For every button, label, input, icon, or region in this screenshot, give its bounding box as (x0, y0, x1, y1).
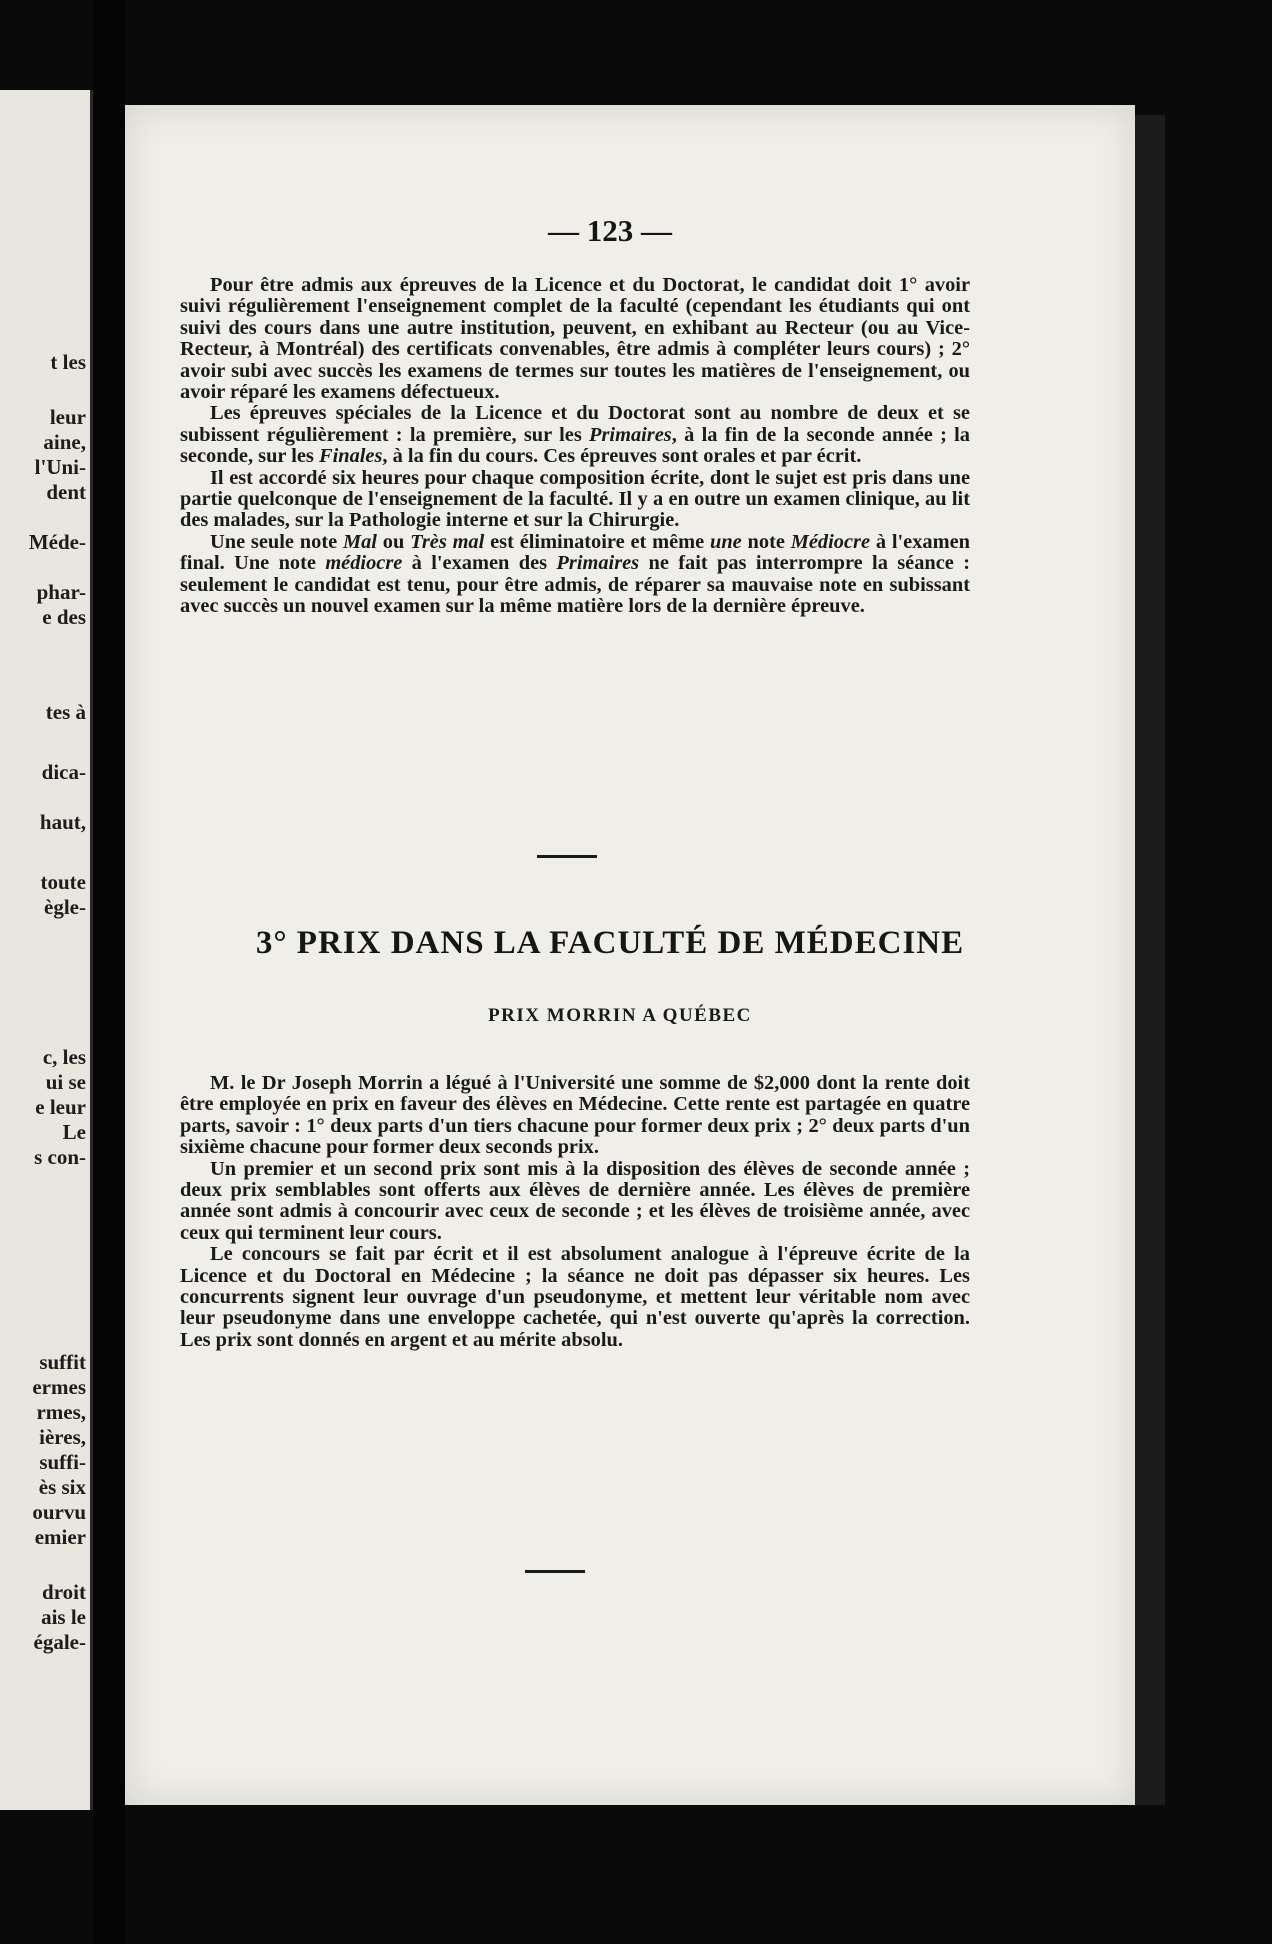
paragraph (180, 1159, 970, 1245)
italic-term: Primaires (589, 423, 672, 446)
left-page-fragment: ourvu (32, 1500, 86, 1524)
italic-term: Médiocre (790, 530, 871, 553)
left-page-fragment: s con- (34, 1145, 86, 1169)
text-run: , à la fin du cours. Ces épreuves sont orales et par écrit. (382, 445, 862, 468)
left-page-fragment: Le (62, 1120, 86, 1144)
paragraph (180, 1073, 970, 1159)
text-run: Pour être admis aux épreuves de la Licence et du Doctorat, le candidat doit 1° avoir suivi régulièrement l'enseignement complet de la faculté (cependant les étudiants qui ont suivi des cours dans une autre institution, peuvent, en exhibant au Recteur (ou au Vice-Recteur, à Montréal) des certificats convenables, être admis à compléter leurs cours) ; 2° avoir subi avec succès les examens de termes sur toutes les matières de l'enseignement, ou avoir réparé les examens défectueux. (180, 274, 970, 404)
left-page-fragment: ais le (41, 1605, 86, 1629)
italic-term: médiocre (325, 552, 403, 575)
left-page-fragment: l'Uni- (34, 455, 86, 479)
text-run: est éliminatoire et même (484, 530, 710, 553)
italic-term: une (710, 530, 742, 553)
italic-term: Primaires (556, 552, 640, 575)
left-page-fragment: e leur (35, 1095, 86, 1119)
left-page-fragment: ières, (39, 1425, 86, 1449)
paragraph (180, 275, 970, 403)
text-run: ou (376, 530, 411, 553)
body-section-exams (180, 275, 970, 618)
left-page-fragment: égale- (33, 1630, 86, 1654)
left-page-fragment: dent (46, 480, 86, 504)
text-run: Un premier et un second prix sont mis à la disposition des élèves de seconde année ; deux prix semblables sont offerts aux élèves de dernière année. Les élèves de première année sont admis à concourir avec ceux de seconde ; et les élèves de troisième année, avec ceux qui terminent leur cours. (180, 1157, 970, 1244)
left-page-fragment: dica- (41, 760, 86, 784)
left-page-fragment: rmes, (36, 1400, 86, 1424)
text-run: note (741, 530, 791, 553)
end-divider (525, 1570, 585, 1573)
left-page-fragment: droit (42, 1580, 86, 1604)
left-page-fragment: aine, (43, 430, 86, 454)
paragraph (180, 468, 970, 532)
left-page-fragment: c, les (42, 1045, 86, 1069)
left-page-fragment: suffit (39, 1350, 86, 1374)
left-page-fragment: haut, (39, 810, 86, 834)
page-edge (1135, 115, 1165, 1805)
italic-term: Finales (318, 445, 383, 468)
paragraph (180, 403, 970, 467)
paragraph (180, 1244, 970, 1351)
left-page-fragment: t les (50, 350, 86, 374)
left-page-fragment: toute (40, 870, 86, 894)
left-page-fragment: leur (49, 405, 86, 429)
text-run: à l'examen des (402, 552, 557, 575)
page (125, 105, 1135, 1805)
section-divider (537, 855, 597, 858)
text-run: , à la fin de la seconde année ; la seconde, sur les (180, 423, 970, 468)
left-page-fragment: e des (42, 605, 86, 629)
left-page-fragment: tes à (45, 700, 86, 724)
text-run: Le concours se fait par écrit et il est absolument analogue à l'épreuve écrite de la Licence et du Doctoral en Médecine ; la séance ne doit pas dépasser six heures. Les concurrents signent leur ouvrage d'un pseudonyme, et mettent leur véritable nom avec leur pseudonyme dans une enveloppe cachetée, qui n'est ouverte qu'après la correction. Les prix sont donnés en argent et au mérite absolu. (180, 1243, 970, 1351)
body-section-prize (180, 1073, 970, 1351)
text-run: ne fait pas interrompre la séance : seulement le candidat est tenu, pour être admis, de réparer sa mauvaise note en subissant avec succès un nouvel examen sur la même matière lors de la dernière épreuve. (180, 552, 971, 618)
text-run: Il est accordé six heures pour chaque composition écrite, dont le sujet est pris dans une partie quelconque de l'enseignement de la faculté. Il y a en outre un examen clinique, au lit des malades, sur la Pathologie interne et sur la Chirurgie. (180, 466, 970, 532)
page-number: — 123 — (548, 213, 672, 248)
italic-term: Mal (342, 530, 377, 553)
text-run: Les épreuves spéciales de la Licence et du Doctorat sont au nombre de deux et se subissent régulièrement : la première, sur les (180, 402, 970, 446)
subsection-title: PRIX MORRIN A QUÉBEC (488, 1005, 752, 1026)
left-page-fragment: Méde- (28, 530, 86, 554)
text-run: M. le Dr Joseph Morrin a légué à l'Université une somme de $2,000 dont la rente doit être employée en prix en faveur des élèves en Médecine. Cette rente est partagée en quatre parts, savoir : 1° deux parts d'un tiers chacune pour former deux prix ; 2° deux parts d'un sixième chacune pour former deux seconds prix. (180, 1072, 970, 1159)
italic-term: Très mal (410, 530, 485, 553)
section-title: 3° PRIX DANS LA FACULTÉ DE MÉDECINE (255, 925, 965, 961)
paragraph (180, 532, 970, 618)
text-run: Une seule note (210, 530, 343, 553)
left-page-fragment: ui se (45, 1070, 86, 1094)
left-page-fragment: ègle- (44, 895, 86, 919)
left-page-fragment: suffi- (39, 1450, 86, 1474)
text-run: à l'examen final. Une note (180, 530, 970, 575)
left-page-fragment: ermes (32, 1375, 86, 1399)
left-page-fragment: ès six (38, 1475, 86, 1499)
book-gutter (93, 0, 125, 1944)
previous-page-strip (0, 90, 93, 1810)
left-page-fragment: emier (34, 1525, 86, 1549)
left-page-fragment: phar- (36, 580, 86, 604)
